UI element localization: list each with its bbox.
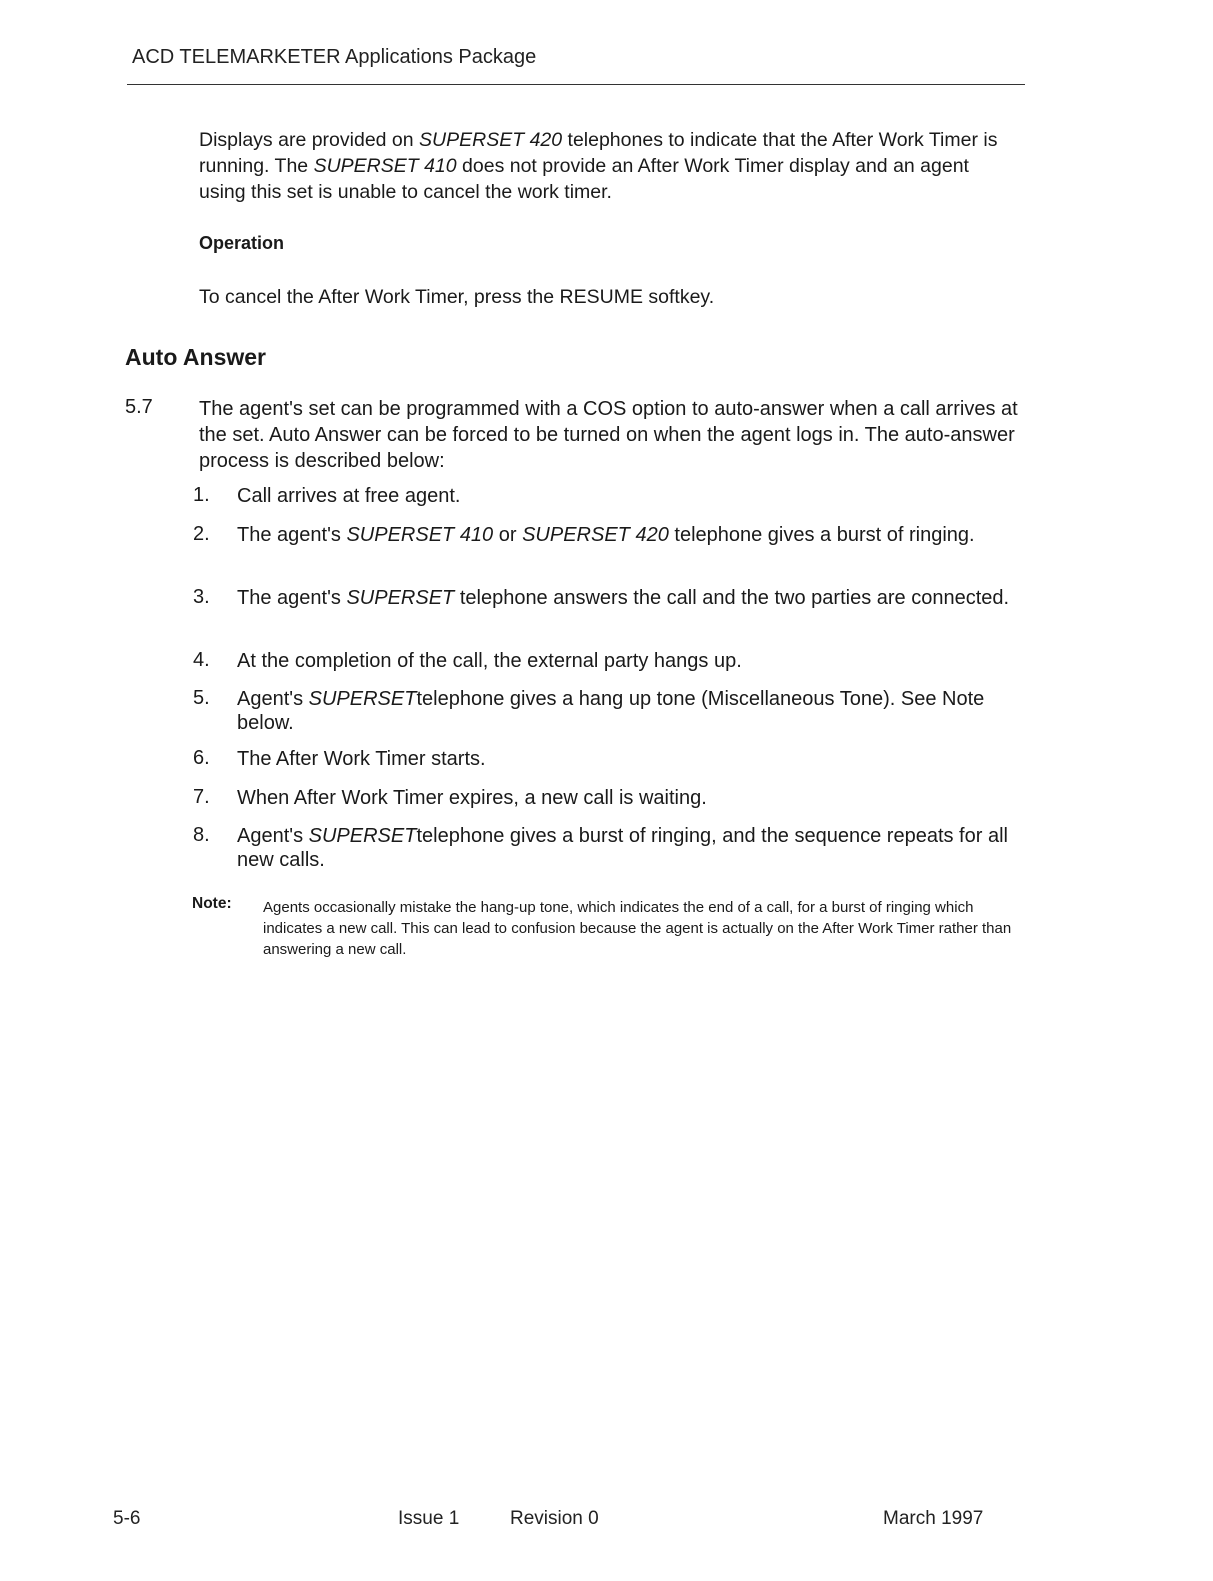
section-paragraph: The agent's set can be programmed with a COS option to auto-answer when a call arrives at the set. Auto Answer can be forced to be turned on when the agent logs in. The auto-answer process is described below: bbox=[199, 398, 1018, 472]
step-number: 1. bbox=[193, 484, 210, 506]
intro-text-3: does not provide an After Work Timer display and an agent using this set is unable to cancel the work timer. bbox=[199, 155, 969, 203]
footer-revision: Revision 0 bbox=[510, 1508, 599, 1529]
operation-text: To cancel the After Work Timer, press the RESUME softkey. bbox=[199, 286, 715, 308]
step-text: Agent's SUPERSETtelephone gives a hang up tone (Miscellaneous Tone). See Note below. bbox=[237, 688, 985, 734]
footer-issue: Issue 1 bbox=[398, 1508, 460, 1529]
step-text: Agent's SUPERSETtelephone gives a burst of ringing, and the sequence repeats for all new calls. bbox=[237, 825, 1008, 871]
step-number: 2. bbox=[193, 523, 210, 545]
step-text: At the completion of the call, the external party hangs up. bbox=[237, 650, 742, 672]
intro-text-2: telephones to indicate that the After Work Timer is running. The bbox=[199, 129, 998, 177]
step-number: 7. bbox=[193, 786, 210, 808]
section-number: 5.7 bbox=[125, 396, 153, 418]
step-text: The agent's SUPERSET telephone answers the call and the two parties are connected. bbox=[237, 587, 1010, 609]
running-header: ACD TELEMARKETER Applications Package bbox=[132, 46, 537, 68]
intro-model-410: SUPERSET 410 bbox=[313, 155, 457, 177]
step-text: The After Work Timer starts. bbox=[237, 748, 486, 770]
step-number: 8. bbox=[193, 824, 210, 846]
intro-paragraph bbox=[199, 127, 1019, 205]
step-number: 6. bbox=[193, 747, 210, 769]
intro-text-1: Displays are provided on bbox=[199, 129, 420, 151]
note-text: Agents occasionally mistake the hang-up tone, which indicates the end of a call, for a burst of ringing which indicates a new call. This can lead to confusion because the agent is actually on the After Work Timer rather than answering a new call. bbox=[263, 899, 1012, 958]
operation-heading: Operation bbox=[199, 233, 285, 253]
note-label: Note: bbox=[192, 895, 232, 912]
step-text: Call arrives at free agent. bbox=[237, 485, 461, 507]
footer-date: March 1997 bbox=[883, 1508, 984, 1529]
step-text: When After Work Timer expires, a new call is waiting. bbox=[237, 787, 707, 809]
header-rule bbox=[127, 84, 1025, 85]
step-number: 3. bbox=[193, 586, 210, 608]
page-number: 5-6 bbox=[113, 1508, 141, 1529]
step-number: 5. bbox=[193, 687, 210, 709]
intro-model-420: SUPERSET 420 bbox=[419, 129, 563, 151]
step-text: The agent's SUPERSET 410 or SUPERSET 420 telephone gives a burst of ringing. bbox=[237, 524, 975, 546]
step-number: 4. bbox=[193, 649, 210, 671]
section-heading: Auto Answer bbox=[125, 344, 266, 370]
